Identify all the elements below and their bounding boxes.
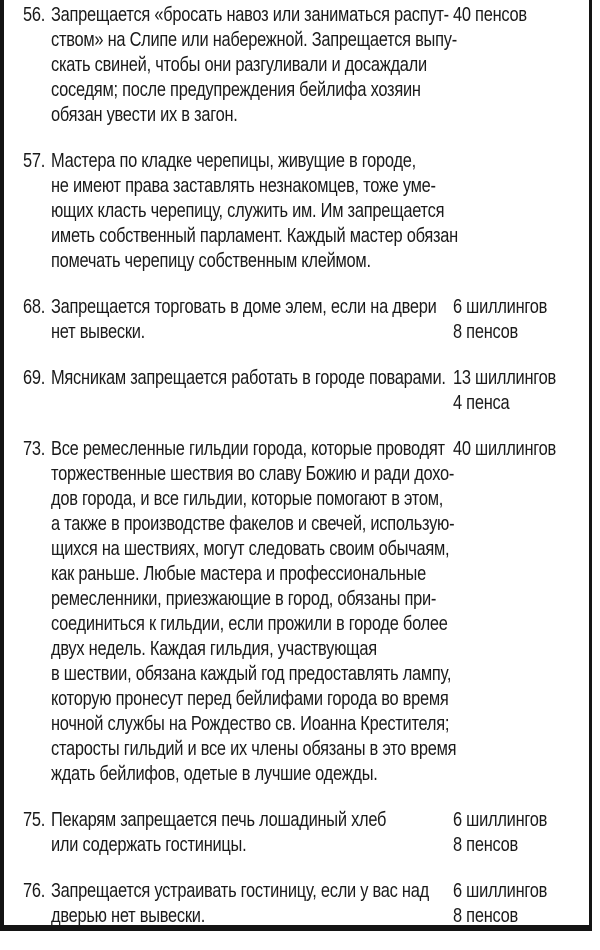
text-line: дов города, и все гильдии, которые помогают в этом, — [51, 488, 444, 510]
item-text — [51, 149, 458, 274]
item-number: 73. — [23, 438, 46, 460]
text-line: Пекарям запрещается печь лошадиный хлеб — [51, 809, 387, 831]
rule-item — [0, 295, 600, 345]
text-line: ремесленники, приезжающие в город, обязаны при- — [51, 588, 437, 610]
rules-list — [0, 3, 600, 950]
item-text — [51, 879, 453, 929]
rule-item — [0, 366, 600, 416]
text-line: иметь собственный парламент. Каждый мастер обязан — [51, 225, 458, 247]
text-line: не имеют права заставлять незнакомцев, тоже уме- — [51, 175, 436, 197]
item-text — [51, 808, 453, 858]
text-line: щихся на шествиях, могут следовать своим обычаям, — [51, 538, 450, 560]
text-line: ждать бейлифов, одетые в лучшие одежды. — [51, 763, 378, 785]
text-line: дверью нет вывески. — [51, 905, 206, 927]
rule-item — [0, 149, 600, 274]
fine-amount — [453, 366, 600, 416]
item-text — [51, 366, 453, 416]
text-line: как раньше. Любые мастера и профессиональные — [51, 563, 426, 585]
item-text — [51, 3, 457, 128]
item-number: 57. — [23, 150, 46, 172]
text-line: нет вывески. — [51, 321, 145, 343]
fine-line: 8 пенсов — [453, 834, 518, 856]
fine-line: 6 шиллингов — [453, 296, 548, 318]
text-line: помечать черепицу собственным клеймом. — [51, 250, 371, 272]
text-line: двух недель. Каждая гильдия, участвующая — [51, 638, 377, 660]
fine-line: 8 пенсов — [453, 321, 518, 343]
fine-line: 6 шиллингов — [453, 880, 548, 902]
text-line: торжественные шествия во славу Божию и ради дохо- — [51, 463, 455, 485]
fine-line: 40 шиллингов — [453, 438, 556, 460]
rule-item — [0, 879, 600, 929]
rule-item — [0, 437, 600, 787]
fine-line: 6 шиллингов — [453, 809, 548, 831]
text-line: или содержать гостиницы. — [51, 834, 247, 856]
item-number: 75. — [23, 809, 46, 831]
item-number: 68. — [23, 296, 46, 318]
fine-line: 13 шиллингов — [453, 367, 556, 389]
fine-amount — [453, 437, 600, 787]
text-line: Запрещается «бросать навоз или заниматься распут- — [51, 4, 449, 26]
text-line: в шествии, обязана каждый год предоставлять лампу, — [51, 663, 452, 685]
item-number: 69. — [23, 367, 46, 389]
text-line: а также в производстве факелов и свечей, использую- — [51, 513, 455, 535]
text-line: которую пронесут перед бейлифами города во время — [51, 688, 449, 710]
text-line: Мастера по кладке черепицы, живущие в городе, — [51, 150, 416, 172]
text-line: соседям; после предупреждения бейлифа хозяин — [51, 79, 421, 101]
fine-amount — [453, 295, 600, 345]
fine-amount — [453, 879, 600, 929]
fine-amount — [453, 3, 600, 128]
text-line: обязан увести их в загон. — [51, 104, 238, 126]
item-number: 76. — [23, 880, 46, 902]
item-text — [51, 295, 453, 345]
item-text — [51, 437, 457, 787]
text-line: соединиться к гильдии, если прожили в городе более — [51, 613, 448, 635]
text-line: ночной службы на Рождество св. Иоанна Крестителя; — [51, 713, 450, 735]
text-line: Все ремесленные гильдии города, которые проводят — [51, 438, 445, 460]
fine-line: 40 пенсов — [453, 4, 527, 26]
fine-line: 4 пенса — [453, 392, 510, 414]
text-line: ющих класть черепицу, служить им. Им запрещается — [51, 200, 445, 222]
rule-item — [0, 808, 600, 858]
fine-amount — [453, 149, 600, 274]
fine-amount — [453, 808, 600, 858]
text-line: Мясникам запрещается работать в городе поварами. — [51, 367, 446, 389]
text-line: старосты гильдий и все их члены обязаны в это время — [51, 738, 457, 760]
text-line: Запрещается торговать в доме элем, если на двери — [51, 296, 437, 318]
text-line: скать свиней, чтобы они разгуливали и досаждали — [51, 54, 427, 76]
fine-line: 8 пенсов — [453, 905, 518, 927]
rule-item — [0, 3, 600, 128]
text-line: Запрещается устраивать гостиницу, если у вас над — [51, 880, 429, 902]
text-line: ством» на Слипе или набережной. Запрещается выпу- — [51, 29, 457, 51]
item-number: 56. — [23, 4, 46, 26]
